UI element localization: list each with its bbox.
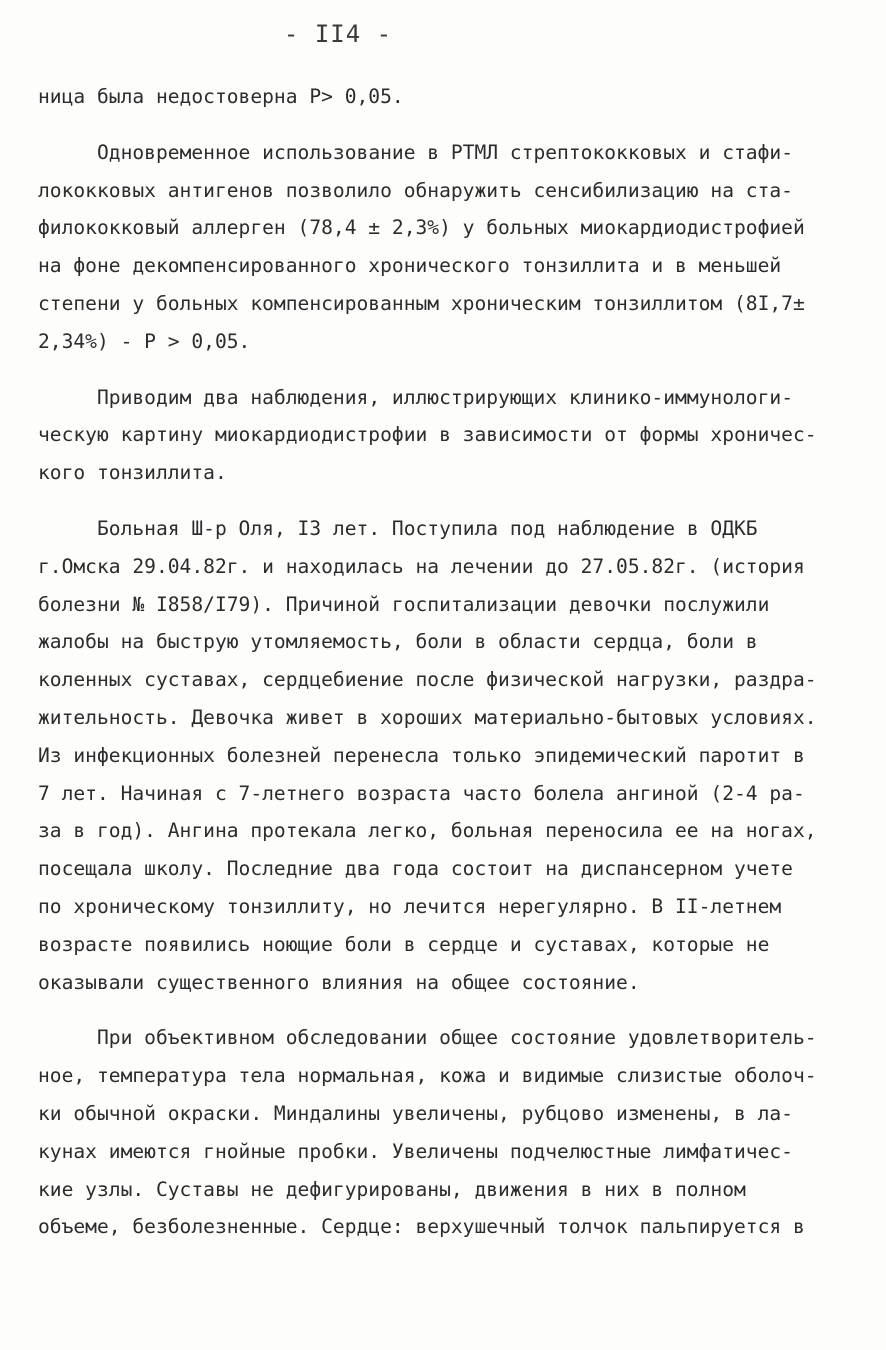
text-line: жительность. Девочка живет в хороших материально-бытовых условиях.: [38, 705, 817, 729]
text-line: кого тонзиллита.: [38, 461, 227, 485]
paragraph-antigens: [38, 134, 848, 361]
text-line: возрасте появились ноющие боли в сердце и суставах, которые не: [38, 932, 770, 956]
text-line: посещала школу. Последние два года состоит на диспансерном учете: [38, 857, 793, 881]
paragraph-case-history: [38, 510, 848, 1001]
text-line: на фоне декомпенсированного хронического тонзиллита и в меньшей: [38, 254, 782, 278]
text-line: ческую картину миокардиодистрофии в зависимости от формы хроничес-: [38, 423, 817, 447]
text-line: ное, температура тела нормальная, кожа и видимые слизистые оболоч-: [38, 1064, 817, 1088]
text-line: за в год). Ангина протекала легко, больная переносила ее на ногах,: [38, 819, 817, 843]
text-line: Больная Ш-р Оля, I3 лет. Поступила под наблюдение в ОДКБ: [97, 516, 758, 540]
page-number: - II4 -: [283, 20, 393, 48]
text-line: кунах имеются гнойные пробки. Увеличены подчелюстные лимфатичес-: [38, 1139, 793, 1163]
text-line: ница была недостоверна Р> 0,05.: [38, 85, 404, 108]
text-line: коленных суставах, сердцебиение после физической нагрузки, раздра-: [38, 668, 817, 692]
body-text: [38, 78, 848, 1246]
paragraph-continuation: [38, 78, 848, 116]
text-line: болезни № I858/I79). Причиной госпитализации девочки послужили: [38, 592, 770, 616]
text-line: оказывали существенного влияния на общее состояние.: [38, 970, 640, 994]
text-line: степени у больных компенсированным хроническим тонзиллитом (8I,7±: [38, 291, 805, 315]
text-line: по хроническому тонзиллиту, но лечится нерегулярно. В II-летнем: [38, 894, 782, 918]
paragraph-observations-intro: [38, 379, 848, 492]
text-line: 2,34%) - Р > 0,05.: [38, 329, 251, 353]
paragraph-examination: [38, 1019, 848, 1246]
text-line: При объективном обследовании общее состояние удовлетворитель-: [97, 1026, 817, 1050]
text-line: кие узлы. Суставы не дефигурированы, движения в них в полном: [38, 1177, 746, 1201]
text-line: лококковых антигенов позволило обнаружить сенсибилизацию на ста-: [38, 178, 793, 202]
text-line: г.Омска 29.04.82г. и находилась на лечении до 27.05.82г. (история: [38, 554, 805, 578]
text-line: ки обычной окраски. Миндалины увеличены, рубцово изменены, в ла-: [38, 1101, 793, 1125]
text-line: жалобы на быструю утомляемость, боли в области сердца, боли в: [38, 630, 758, 654]
text-line: Одновременное использование в РТМЛ стрептококковых и стафи-: [97, 140, 793, 164]
text-line: объеме, безболезненные. Сердце: верхушечный толчок пальпируется в: [38, 1215, 805, 1239]
text-line: Из инфекционных болезней перенесла только эпидемический паротит в: [38, 743, 805, 767]
text-line: Приводим два наблюдения, иллюстрирующих клинико-иммунологи-: [97, 385, 793, 409]
text-line: 7 лет. Начиная с 7-летнего возраста часто болела ангиной (2-4 ра-: [38, 781, 805, 805]
text-line: филококковый аллерген (78,4 ± 2,3%) у больных миокардиодистрофией: [38, 216, 805, 240]
